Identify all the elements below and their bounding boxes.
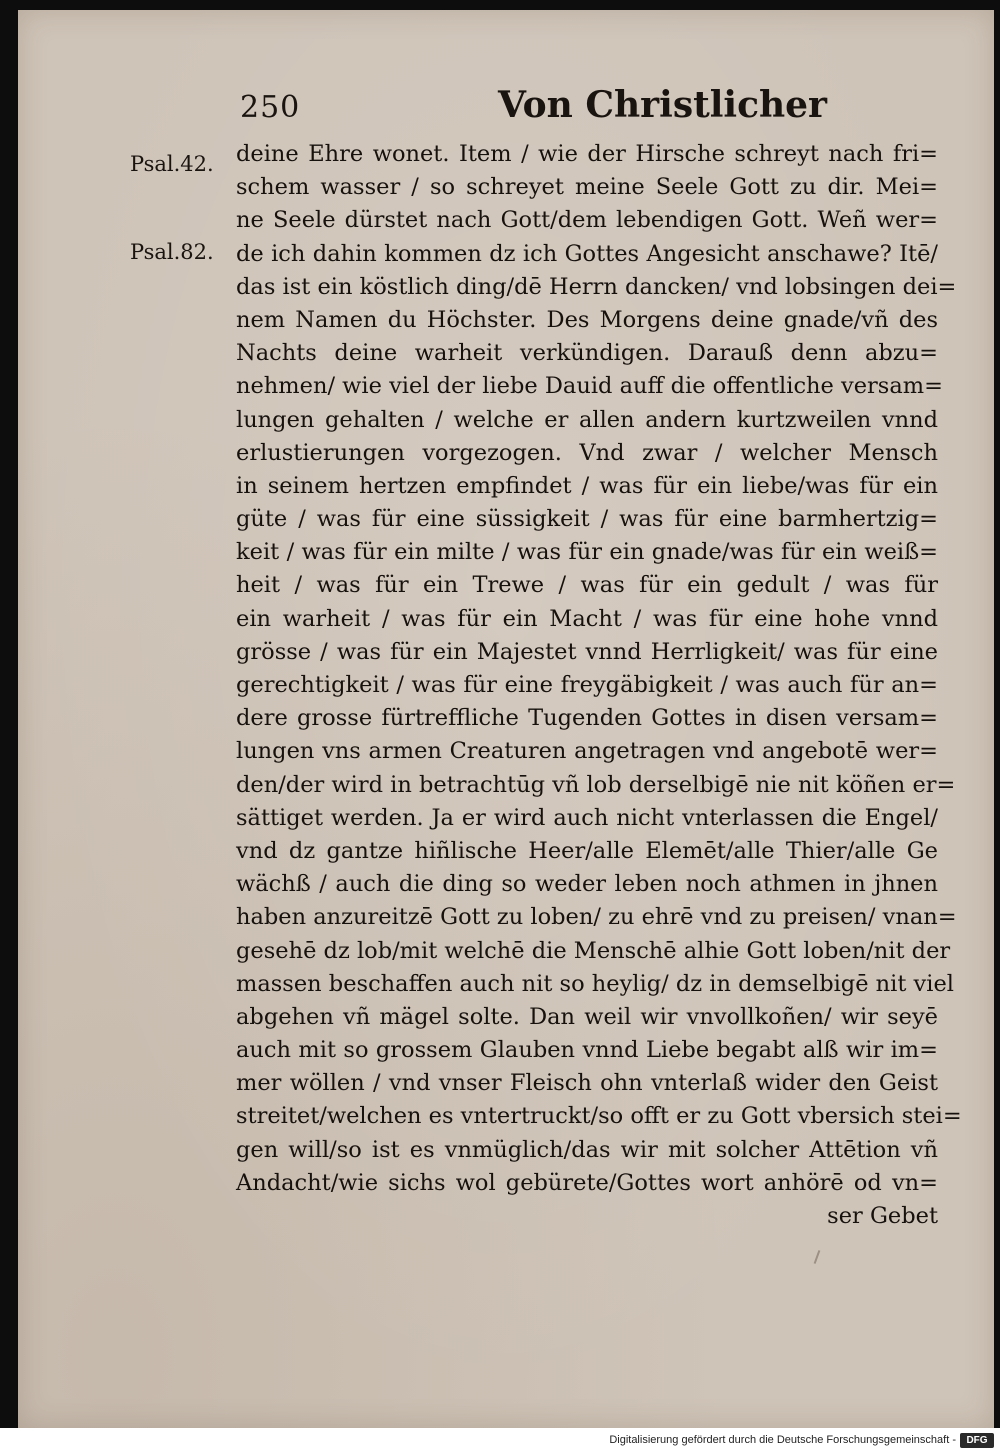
text-line: lungen gehalten / welche er allen andern kurtzweilen vnnd — [236, 406, 938, 433]
catchword: ser Gebet — [827, 1203, 938, 1229]
margin-note-psalm-82: Psal.82. — [130, 240, 214, 264]
text-line: haben anzureitzē Gott zu loben/ zu ehrē vnd zu preisen/ vnan= — [236, 904, 957, 931]
text-line: lungen vns armen Creaturen angetragen vnd angebotē wer= — [236, 738, 938, 765]
running-title: Von Christlicher — [498, 84, 828, 126]
text-line: grösse / was für ein Majestet vnnd Herrligkeit/ was für eine — [236, 638, 938, 665]
body-text — [236, 138, 962, 1233]
text-line: das ist ein köstlich ding/dē Herrn dancken/ vnd lobsingen dei= — [236, 273, 957, 300]
text-line: gen will/so ist es vnmüglich/das wir mit solcher Attētion vñ — [236, 1136, 938, 1163]
text-line: Nachts deine warheit verkündigen. Darauß denn abzu= — [236, 340, 938, 367]
text-line: gesehē dz lob/mit welchē die Menschē alhie Gott loben/nit der — [236, 937, 951, 964]
text-line: heit / was für ein Trewe / was für ein gedult / was für — [236, 572, 938, 599]
text-line: sättiget werden. Ja er wird auch nicht vnterlassen die Engel/ — [236, 804, 938, 831]
text-line: abgehen vñ mägel solte. Dan weil wir vnvollkoñen/ wir seyē — [236, 1003, 938, 1030]
text-line: wächß / auch die ding so weder leben noch athmen in jhnen — [236, 871, 938, 898]
paper-speck — [814, 1250, 821, 1264]
text-line: ein warheit / was für ein Macht / was für eine hohe vnnd — [236, 605, 938, 632]
text-line: keit / was für ein milte / was für ein gnade/was für ein weiß= — [236, 539, 938, 566]
footer-bar — [0, 1428, 1000, 1454]
page-number: 250 — [240, 90, 301, 125]
text-line: deine Ehre wonet. Item / wie der Hirsche schreyt nach fri= — [236, 141, 938, 167]
funding-credit: Digitalisierung gefördert durch die Deutsche Forschungsgemeinschaft - — [609, 1434, 956, 1446]
dfg-logo: DFG — [960, 1433, 994, 1448]
margin-note-psalm-42: Psal.42. — [130, 152, 214, 176]
text-line: auch mit so grossem Glauben vnnd Liebe begabt alß wir im= — [236, 1037, 938, 1064]
text-line: den/der wird in betrachtūg vñ lob derselbigē nie nit köñen er= — [236, 771, 956, 798]
text-line: vnd dz gantze hiñlische Heer/alle Elemēt/alle Thier/alle Ge — [236, 837, 938, 864]
text-line: in seinem hertzen empfindet / was für ein liebe/was für ein — [236, 472, 938, 499]
text-line: erlustierungen vorgezogen. Vnd zwar / welcher Mensch — [236, 439, 938, 466]
text-line: massen beschaffen auch nit so heylig/ dz in demselbigē nit viel — [236, 970, 954, 997]
text-line: de ich dahin kommen dz ich Gottes Angesicht anschawe? Itē/ — [236, 240, 938, 267]
text-line: nem Namen du Höchster. Des Morgens deine gnade/vñ des — [236, 306, 938, 333]
text-line: mer wöllen / vnd vnser Fleisch ohn vnterlaß wider den Geist — [236, 1070, 938, 1097]
book-page — [18, 10, 994, 1428]
text-line: ne Seele dürstet nach Gott/dem lebendigen Gott. Weñ wer= — [236, 207, 938, 234]
text-line: Andacht/wie sichs wol gebürete/Gottes wort anhörē od vn= — [236, 1169, 938, 1196]
text-line: dere grosse fürtreffliche Tugenden Gottes in disen versam= — [236, 705, 938, 732]
text-line: nehmen/ wie viel der liebe Dauid auff die offentliche versam= — [236, 373, 943, 400]
text-line: schem wasser / so schreyet meine Seele Gott zu dir. Mei= — [236, 174, 938, 201]
running-head — [240, 82, 940, 134]
text-line: streitet/welchen es vntertruckt/so offt er zu Gott vbersich stei= — [236, 1103, 962, 1130]
text-line: gerechtigkeit / was für eine freygäbigkeit / was auch für an= — [236, 672, 938, 698]
text-line: güte / was für eine süssigkeit / was für eine barmhertzig= — [236, 506, 938, 533]
